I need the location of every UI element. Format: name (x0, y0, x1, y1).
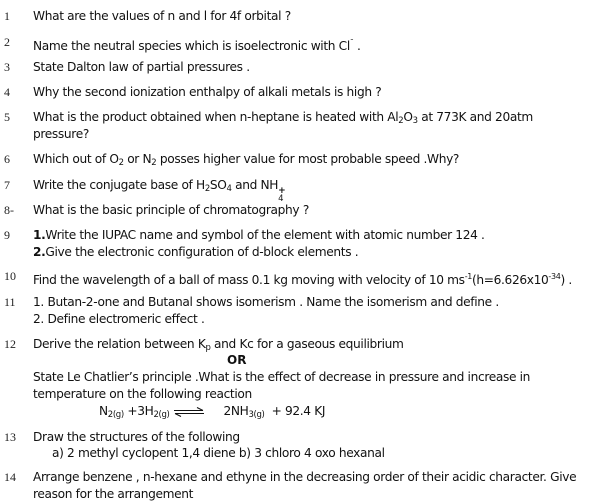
subscript: 3(g) (248, 410, 265, 420)
text-segment: Name the neutral species which is isoelectronic with Cl (33, 39, 350, 53)
question-number: 13 (4, 430, 16, 444)
question-number: 11 (4, 295, 16, 309)
question-text: What are the values of n and l for 4f orbital ? (33, 9, 291, 23)
superscript: ˉ (349, 38, 354, 47)
question-text (33, 151, 459, 172)
superscript: + (278, 186, 286, 196)
text-segment: (h=6.626x10 (471, 273, 549, 287)
question-text (33, 268, 572, 289)
question-text-line2: pressure? (33, 127, 89, 141)
question-text (33, 109, 533, 130)
text-segment: Derive the relation between K (33, 337, 206, 351)
question-number: 14 (4, 470, 16, 484)
text-segment: Which out of O (33, 152, 119, 166)
text-segment: ) . (560, 273, 572, 287)
superscript: -34 (548, 272, 561, 281)
question-part-2 (33, 244, 358, 261)
reactant: N (99, 404, 108, 418)
subscript: p (205, 343, 211, 353)
question-text (33, 34, 361, 55)
question-part-1 (33, 227, 485, 244)
question-number: 1 (4, 9, 10, 23)
text-segment: SO (209, 178, 227, 192)
question-number: 6 (4, 152, 10, 166)
question-text-line1: 1. Butan-2-one and Butanal shows isomerism . Name the isomerism and define . (33, 295, 499, 309)
chemical-reaction (99, 403, 325, 424)
question-number: 9 (4, 228, 10, 242)
product: 2NH (223, 404, 249, 418)
question-text-line3: State Le Chatlier’s principle .What is the effect of decrease in pressure and increase in (33, 370, 531, 384)
text-segment: and Kc for a gaseous equilibrium (210, 337, 404, 351)
superscript: -1 (464, 272, 472, 281)
question-number: 12 (4, 337, 16, 351)
reactant: +3H (123, 404, 154, 418)
question-number: 4 (4, 85, 10, 99)
subscript: 3 (412, 116, 418, 126)
question-number: 2 (4, 35, 10, 49)
question-text: Why the second ionization enthalpy of alkali metals is high ? (33, 85, 382, 99)
subscript: 2(g) (107, 410, 124, 420)
subscript: 4 (278, 194, 284, 204)
question-number: 5 (4, 110, 10, 124)
text-segment: Give the electronic configuration of d-block elements . (45, 245, 359, 259)
subscript: 2 (151, 158, 157, 168)
part-number: 2. (33, 245, 46, 259)
text-segment: What is the product obtained when n-heptane is heated with Al (33, 110, 399, 124)
question-text-line4: temperature on the following reaction (33, 387, 252, 401)
text-segment: Write the conjugate base of H (33, 178, 205, 192)
question-text-line2: a) 2 methyl cyclopent 1,4 diene b) 3 chloro 4 oxo hexanal (52, 446, 385, 460)
text-segment: or N (123, 152, 152, 166)
question-text-line1: Arrange benzene , n-hexane and ethyne in the decreasing order of their acidic character. Give (33, 470, 577, 484)
subscript: 2 (204, 184, 210, 194)
text-segment: Write the IUPAC name and symbol of the element with atomic number 124 . (45, 228, 485, 242)
question-number: 3 (4, 60, 10, 74)
question-number: 7 (4, 178, 10, 192)
question-text-line2: reason for the arrangement (33, 487, 194, 501)
subscript: 2(g) (153, 410, 170, 420)
equilibrium-arrow-icon (173, 407, 205, 417)
text-segment: Find the wavelength of a ball of mass 0.1 kg moving with velocity of 10 ms (33, 273, 465, 287)
question-text-line1: Draw the structures of the following (33, 430, 240, 444)
question-text (33, 177, 286, 204)
question-text: State Dalton law of partial pressures . (33, 60, 250, 74)
text-segment: O (403, 110, 413, 124)
subscript: 2 (398, 116, 404, 126)
question-text-line2: 2. Define electromeric effect . (33, 312, 205, 326)
question-text: What is the basic principle of chromatography ? (33, 203, 309, 217)
or-divider: OR (227, 353, 247, 367)
subscript: 2 (118, 158, 124, 168)
part-number: 1. (33, 228, 46, 242)
subscript: 4 (226, 184, 232, 194)
text-segment: and NH (231, 178, 279, 192)
text-segment: posses higher value for most probable speed .Why? (156, 152, 460, 166)
product: + 92.4 KJ (264, 404, 326, 418)
question-number: 8- (4, 203, 14, 217)
text-segment: . (353, 39, 361, 53)
text-segment: at 773K and 20atm (417, 110, 533, 124)
question-text (33, 336, 404, 357)
question-number: 10 (4, 269, 16, 283)
